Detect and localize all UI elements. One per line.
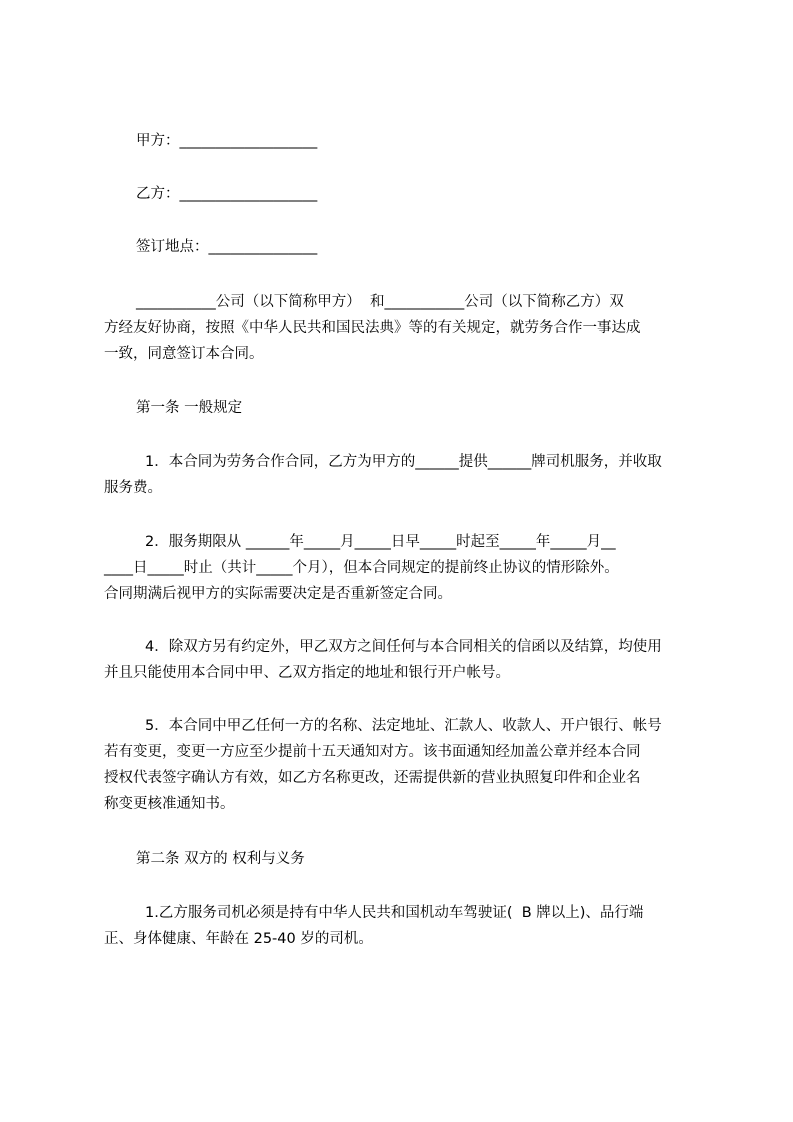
- clause4-line-1: 4．除双方另有约定外，甲乙双方之间任何与本合同相关的信函以及结算，均使用: [145, 639, 662, 655]
- clause5-line-3: 授权代表签字确认方有效，如乙方名称更改，还需提供新的营业执照复印件和企业名: [104, 770, 641, 786]
- clause2-line-3: 合同期满后视甲方的实际需要决定是否重新签定合同。: [104, 586, 452, 602]
- clause2-line-1: 2．服务期限从 ______年_____月_____日早_____时起至_____年_____月__: [145, 534, 616, 550]
- clause4-line-2: 并且只能使用本合同中甲、乙双方指定的地址和银行开户帐号。: [104, 665, 510, 681]
- article1-title: 第一条 一般规定: [136, 400, 243, 416]
- intro-line-1: ___________公司（以下简称甲方） 和___________公司（以下简称乙方）双: [136, 294, 624, 310]
- party-b-line: 乙方：___________________: [136, 186, 318, 202]
- article2-clause1-line-1: 1.乙方服务司机必须是持有中华人民共和国机动车驾驶证( B 牌以上)、品行端: [145, 905, 644, 921]
- article2-clause1-line-2: 正、身体健康、年龄在 25-40 岁的司机。: [104, 931, 373, 947]
- clause5-line-4: 称变更核准通知书。: [104, 796, 235, 812]
- clause5-line-2: 若有变更，变更一方应至少提前十五天通知对方。该书面通知经加盖公章并经本合同: [104, 744, 641, 760]
- article2-title: 第二条 双方的 权利与义务: [136, 851, 305, 867]
- clause1-line-1: 1．本合同为劳务合作合同，乙方为甲方的______提供______牌司机服务，并收取: [145, 454, 662, 470]
- clause2-line-2: ____日_____时止（共计_____个月），但本合同规定的提前终止协议的情形除外。: [104, 560, 619, 576]
- party-a-line: 甲方：___________________: [136, 133, 318, 149]
- intro-line-3: 一致，同意签订本合同。: [104, 346, 264, 362]
- sign-place-line: 签订地点：_______________: [136, 239, 318, 255]
- clause1-line-2: 服务费。: [104, 480, 162, 496]
- clause5-line-1: 5．本合同中甲乙任何一方的名称、法定地址、汇款人、收款人、开户银行、帐号: [145, 718, 662, 734]
- intro-line-2: 方经友好协商，按照《中华人民共和国民法典》等的有关规定，就劳务合作一事达成: [104, 320, 641, 336]
